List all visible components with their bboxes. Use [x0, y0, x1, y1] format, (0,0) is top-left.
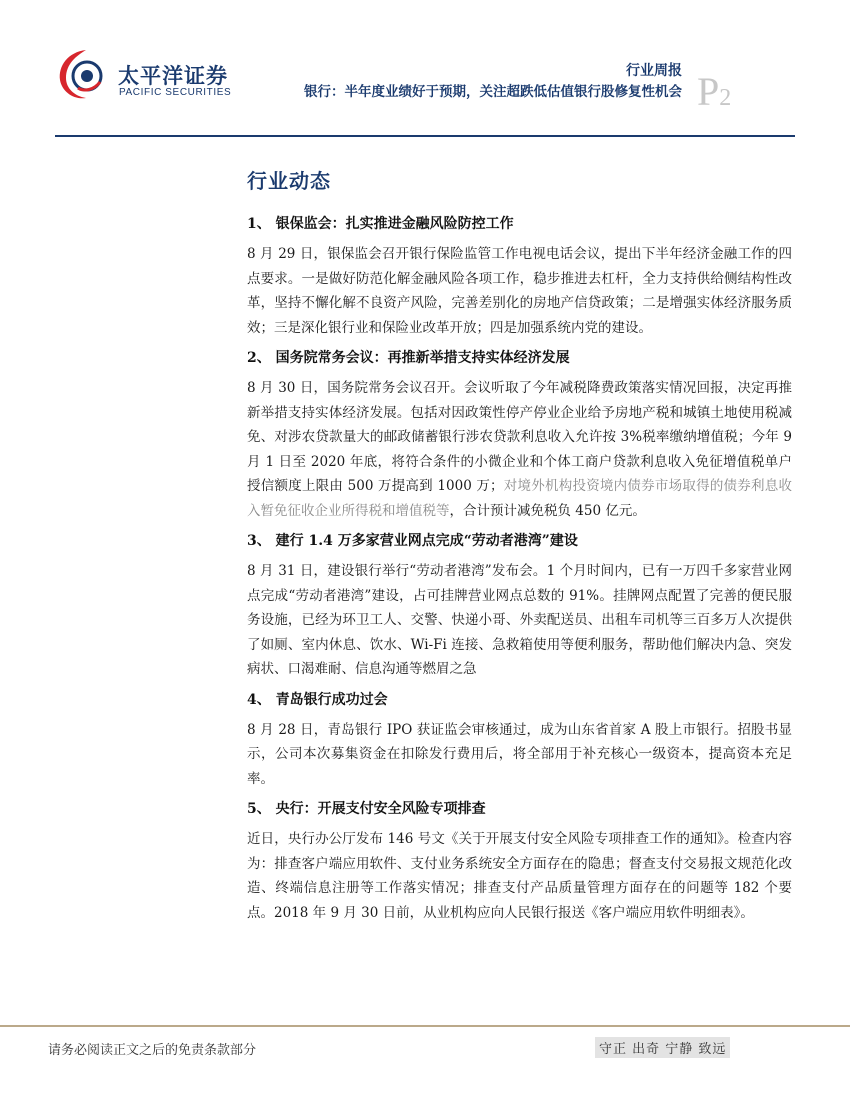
report-type: 行业周报	[626, 63, 682, 79]
item-paragraph	[247, 376, 792, 523]
item-heading: 1、 银保监会：扎实推进金融风险防控工作	[247, 216, 514, 232]
paragraph-grey-text: 对境外机构投资境内债券市场取得的债券利息收入暂免征收企业所得税和增值税等	[247, 478, 793, 519]
header-divider	[55, 135, 795, 137]
page-letter: P	[697, 69, 720, 114]
page-number	[697, 69, 732, 114]
disclaimer-note: 请务必阅读正文之后的免责条款部分	[48, 1043, 257, 1058]
news-item-1	[247, 212, 792, 340]
news-item-5	[247, 797, 792, 925]
item-paragraph: 8 月 29 日，银保监会召开银行保险监管工作电视电话会议，提出下半年经济金融工作的四点要求。一是做好防范化解金融风险各项工作，稳步推进去杠杆，全力支持供给侧结构性改革，坚持不懈化解不良资产风险，完善差别化的房地产信贷政策；二是增强实体经济服务质效；三是深化银行业和保险业改革开放；四是加强系统内党的建设。	[247, 246, 792, 336]
brand-name-cn: 太平洋证券	[118, 64, 228, 88]
news-item-4	[247, 688, 792, 792]
main-content	[247, 165, 792, 931]
footer-divider	[0, 1025, 850, 1027]
company-motto: 守正 出奇 宁静 致远	[595, 1037, 730, 1058]
item-heading: 4、 青岛银行成功过会	[247, 691, 388, 708]
item-heading: 5、 央行：开展支付安全风险专项排查	[247, 801, 486, 817]
page-digit: 2	[719, 85, 732, 111]
paragraph-text: 8 月 30 日，国务院常务会议召开。会议听取了今年减税降费政策落实情况回报，决定再推新举措支持实体经济发展。包括对因政策性停产停业企业给予房地产税和城镇土地使用税减免、对涉农贷款量大的邮政储蓄银行涉农贷款利息收入允许按 3%税率缴纳增值税；今年 9 月 1 日至 2020 年底，将符合条件的小微企业和个体工商户贷款利息收入免征增值税单户授信额度上限由 500 万提高到 1000 万；	[247, 380, 792, 494]
item-paragraph: 近日，央行办公厅发布 146 号文《关于开展支付安全风险专项排查工作的通知》。检查内容为：排查客户端应用软件、支付业务系统安全方面存在的隐患；督查支付交易报文规范化改造、终端信息注册等工作落实情况；排查支付产品质量管理方面存在的问题等 182 个要点。2018 年 9 月 30 日前，从业机构应向人民银行报送《客户端应用软件明细表》。	[247, 831, 792, 921]
company-logo-icon	[58, 48, 108, 100]
item-paragraph: 8 月 28 日，青岛银行 IPO 获证监会审核通过，成为山东省首家 A 股上市银行。招股书显示，公司本次募集资金在扣除发行费用后，将全部用于补充核心一级资本，提高资本充足率。	[247, 721, 792, 787]
news-item-3	[247, 529, 792, 682]
section-title: 行业动态	[247, 169, 331, 193]
item-heading: 3、 建行 1.4 万多家营业网点完成“劳动者港湾”建设	[247, 533, 578, 549]
paragraph-tail-text: ，合计预计减免税负 450 亿元。	[449, 502, 646, 519]
item-paragraph: 8 月 31 日，建设银行举行“劳动者港湾”发布会。1 个月时间内，已有一万四千多家营业网点完成“劳动者港湾”建设，占可挂牌营业网点总数的 91%。挂牌网点配置了完善的便民服务设施，已经为环卫工人、交警、快递小哥、外卖配送员、出租车司机等三百多万人次提供了如厕、室内休息、饮水、Wi-Fi 连接、急救箱使用等便利服务，帮助他们解决内急、突发病状、口渴难耐、信息沟通等燃眉之急	[247, 563, 792, 677]
brand-name-en: PACIFIC SECURITIES	[119, 87, 232, 98]
news-item-2	[247, 346, 792, 523]
item-heading: 2、 国务院常务会议：再推新举措支持实体经济发展	[247, 350, 570, 366]
report-title: 银行：半年度业绩好于预期，关注超跌低估值银行股修复性机会	[304, 84, 682, 100]
